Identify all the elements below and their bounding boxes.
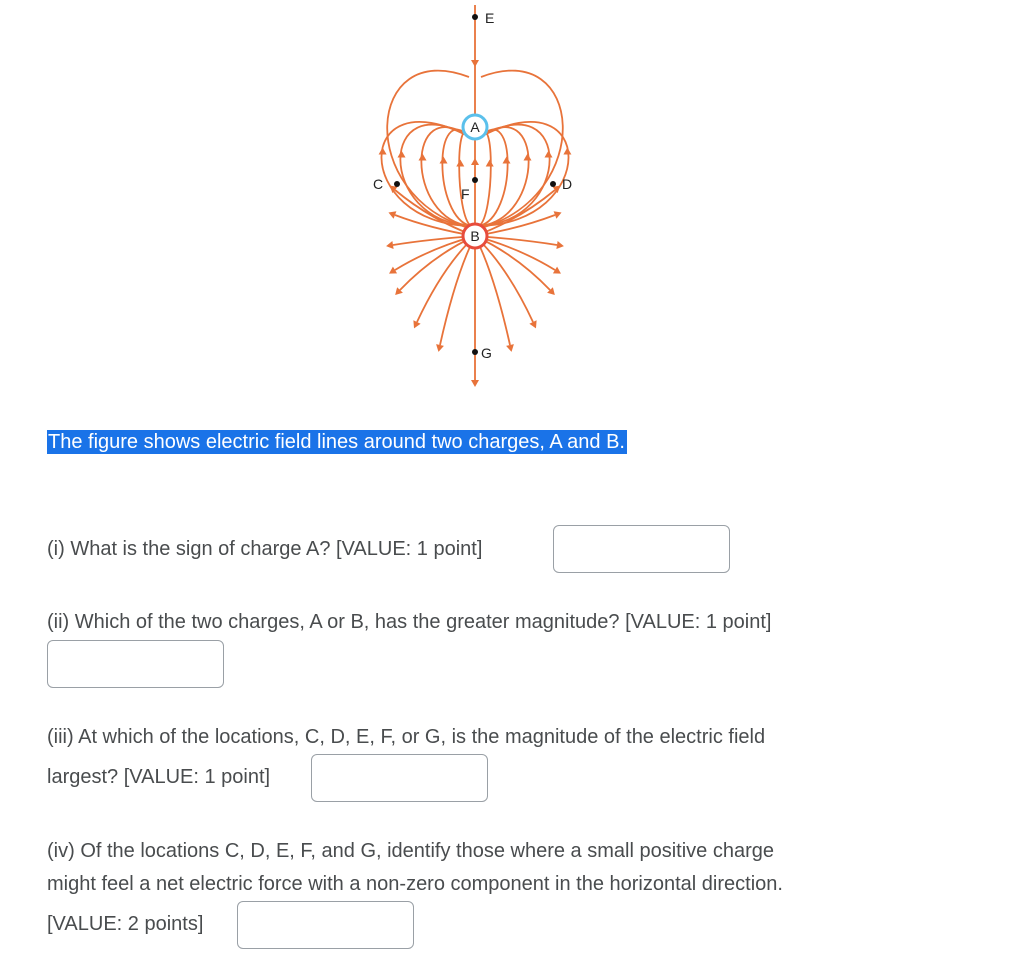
arrow-ray-6: [436, 344, 444, 352]
question-4-answer-field[interactable]: [237, 901, 414, 949]
question-4-text-line-2: might feel a net electric force with a non-zero component in the horizontal direction.: [47, 873, 783, 895]
point-d-marker: [550, 181, 556, 187]
field-ray-5: [417, 236, 475, 322]
question-4-text-line-3: [VALUE: 2 points]: [47, 913, 204, 935]
figure-caption: The figure shows electric field lines around two charges, A and B.: [48, 431, 625, 453]
point-f-label: F: [461, 186, 470, 202]
charge-b: [463, 224, 487, 248]
arrow-center: [471, 158, 479, 165]
field-loop-left-0: [459, 132, 471, 226]
question-2-text: (ii) Which of the two charges, A or B, has the greater magnitude? [VALUE: 1 point]: [47, 611, 772, 633]
field-lobe-left: [387, 71, 469, 228]
arrow-ray-13: [506, 344, 514, 352]
arrow-loop-right-1: [503, 157, 511, 164]
question-1-text: (i) What is the sign of charge A? [VALUE: 1 point]: [47, 538, 483, 560]
arrow-loop-left-4: [379, 148, 387, 155]
arrow-ray-2: [386, 241, 394, 249]
arrow-loop-right-3: [545, 151, 553, 158]
arrow-loop-left-0: [456, 160, 464, 167]
electric-field-figure: [0, 0, 1024, 400]
charge-a-label: A: [470, 119, 480, 135]
question-4-text-line-1: (iv) Of the locations C, D, E, F, and G, identify those where a small positive charge: [47, 840, 774, 862]
field-loop-left-1: [442, 130, 471, 226]
arrow-loop-left-1: [440, 157, 448, 164]
arrow-loop-right-0: [486, 160, 494, 167]
field-loop-right-1: [479, 130, 508, 226]
arrow-top: [471, 60, 479, 67]
arrow-bottom: [471, 380, 479, 387]
arrow-loop-left-2: [419, 154, 427, 161]
point-g-marker: [472, 349, 478, 355]
question-2-answer-field[interactable]: [47, 640, 224, 688]
arrow-loop-right-2: [524, 154, 532, 161]
point-c-marker: [394, 181, 400, 187]
question-3-text-line-2: largest? [VALUE: 1 point]: [47, 766, 271, 788]
charge-b-label: B: [470, 228, 480, 244]
field-lobe-right: [481, 71, 563, 228]
arrow-loop-right-4: [563, 148, 571, 155]
arrow-loop-left-3: [398, 151, 406, 158]
point-d-label: D: [562, 176, 573, 192]
point-f-marker: [472, 177, 478, 183]
point-e-label: E: [485, 10, 495, 26]
charge-a: [463, 115, 487, 139]
question-3-answer-field[interactable]: [311, 754, 488, 802]
question-1-answer-field[interactable]: [553, 525, 730, 573]
arrow-ray-9: [556, 241, 564, 249]
point-c-label: C: [373, 176, 384, 192]
field-loop-right-0: [479, 132, 491, 226]
point-e-marker: [472, 14, 478, 20]
question-3-text-line-1: (iii) At which of the locations, C, D, E, F, or G, is the magnitude of the electric field: [47, 726, 766, 748]
field-ray-12: [475, 236, 533, 322]
point-g-label: G: [481, 345, 492, 361]
